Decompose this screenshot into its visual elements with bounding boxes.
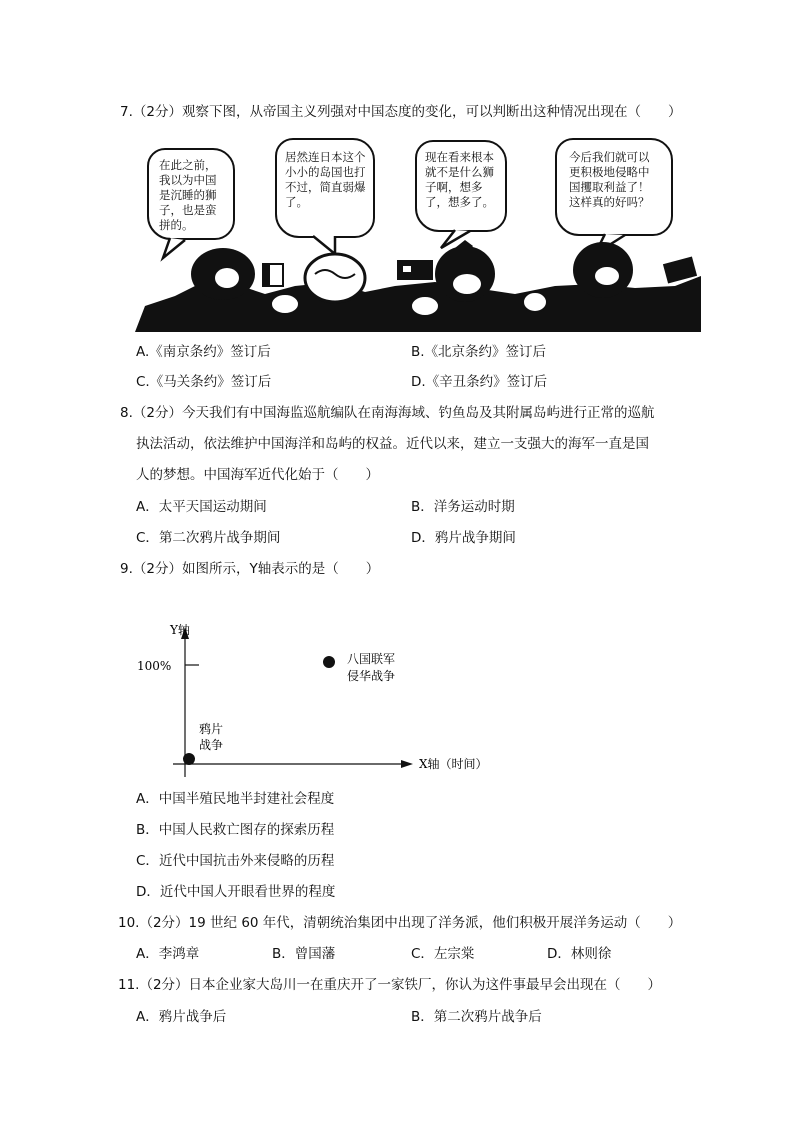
bubble-4-line: 国攫取利益了！ xyxy=(569,180,650,194)
option-label: C． xyxy=(136,853,159,869)
option-text: 中国半殖民地半封建社会程度 xyxy=(158,791,335,807)
question-7-stem: 7.（2分）观察下图，从帝国主义列强对中国态度的变化，可以判断出这种情况出现在（ ） xyxy=(120,104,682,120)
bubble-2-line: 了。 xyxy=(285,195,308,209)
option-text: 鸦片战争后 xyxy=(158,1009,227,1025)
question-8-stem-line-3: 人的梦想。中国海军近代化始于（ ） xyxy=(136,467,379,483)
bubble-3-line: 子啊，想多 xyxy=(425,180,483,194)
bubble-3-line: 就不是什么狮 xyxy=(425,165,494,179)
option-text: 左宗棠 xyxy=(433,946,475,962)
option-text: 曾国藩 xyxy=(294,946,336,962)
option-label: C. xyxy=(136,374,150,390)
question-8-stem-line-1: 8.（2分）今天我们有中国海监巡航编队在南海海域、钓鱼岛及其附属岛屿进行正常的巡航 xyxy=(120,405,655,421)
option-label: B． xyxy=(136,822,159,838)
option-label: C． xyxy=(411,946,434,962)
q9-option-d[interactable] xyxy=(136,883,335,901)
q10-option-d[interactable] xyxy=(547,945,611,963)
q7-option-b[interactable] xyxy=(411,343,546,361)
cartoon-figures-illustration xyxy=(135,136,701,332)
q10-option-b[interactable] xyxy=(272,945,335,963)
question-10-stem: 10.（2分）19 世纪 60 年代，清朝统治集团中出现了洋务派，他们积极开展洋务运动（ ） xyxy=(118,915,682,931)
option-text: 《南京条约》签订后 xyxy=(149,344,271,360)
q9-option-a[interactable] xyxy=(136,790,334,808)
point-low-label-1: 鸦片 xyxy=(199,722,224,736)
option-text: 近代中国抗击外来侵略的历程 xyxy=(158,853,335,869)
y-tick-100: 100% xyxy=(137,659,172,673)
q9-option-b[interactable] xyxy=(136,821,334,839)
option-text: 第二次鸦片战争后 xyxy=(433,1009,542,1025)
bubble-2-line: 不过，简直弱爆 xyxy=(285,180,366,194)
bubble-1-line: 拼的。 xyxy=(159,218,194,232)
q8-option-d[interactable] xyxy=(411,529,516,547)
option-label: A． xyxy=(136,791,159,807)
bubble-2-line: 居然连日本这个 xyxy=(285,150,366,164)
option-label: A． xyxy=(136,946,159,962)
bubble-4-line: 今后我们就可以 xyxy=(569,150,650,164)
bubble-2-line: 小小的岛国也打 xyxy=(285,165,366,179)
option-label: D． xyxy=(411,530,435,546)
bubble-1-line: 是沉睡的狮 xyxy=(159,188,217,202)
x-axis-label: X轴（时间） xyxy=(419,757,488,771)
q10-option-a[interactable] xyxy=(136,945,199,963)
option-text: 第二次鸦片战争期间 xyxy=(158,530,281,546)
option-text: 洋务运动时期 xyxy=(433,499,515,515)
option-label: C． xyxy=(136,530,159,546)
x-axis-arrow-icon xyxy=(401,760,413,768)
option-text: 太平天国运动期间 xyxy=(158,499,267,515)
option-label: D． xyxy=(136,884,160,900)
question-8-stem-line-2: 执法活动，依法维护中国海洋和岛屿的权益。近代以来，建立一支强大的海军一直是国 xyxy=(136,436,649,452)
option-text: 《马关条约》签订后 xyxy=(149,374,272,390)
question-11-stem: 11.（2分）日本企业家大岛川一在重庆开了一家铁厂，你认为这件事最早会出现在（ ） xyxy=(118,977,662,993)
option-label: B． xyxy=(411,499,434,515)
bubble-4-line: 这样真的好吗？ xyxy=(569,195,650,209)
y-axis-label: Y轴 xyxy=(170,623,190,637)
q7-option-a[interactable] xyxy=(136,343,271,361)
option-label: B． xyxy=(272,946,295,962)
bubble-1-line: 我以为中国 xyxy=(159,173,217,187)
option-text: 中国人民救亡图存的探索历程 xyxy=(158,822,335,838)
bubble-1-line: 子，也是蛮 xyxy=(159,203,217,217)
question-9-stem: 9.（2分）如图所示，Y轴表示的是（ ） xyxy=(120,561,380,577)
option-label: B. xyxy=(411,344,425,360)
option-label: D． xyxy=(547,946,571,962)
option-text: 林则徐 xyxy=(570,946,612,962)
option-label: D. xyxy=(411,374,426,390)
q10-option-c[interactable] xyxy=(411,945,474,963)
point-opium-war xyxy=(183,753,195,765)
bubble-1-line: 在此之前， xyxy=(159,158,217,172)
option-text: 《北京条约》签订后 xyxy=(424,344,547,360)
point-high-label-2: 侵华战争 xyxy=(347,669,396,683)
q8-option-c[interactable] xyxy=(136,529,280,547)
bubble-3-line: 现在看来根本 xyxy=(425,150,494,164)
bubble-3-line: 了，想多了。 xyxy=(425,195,494,209)
q7-option-d[interactable] xyxy=(411,373,547,391)
bubble-4-line: 更积极地侵略中 xyxy=(569,165,650,179)
q11-option-b[interactable] xyxy=(411,1008,542,1026)
option-text: 鸦片战争期间 xyxy=(434,530,516,546)
q8-option-b[interactable] xyxy=(411,498,515,516)
point-high-label-1: 八国联军 xyxy=(347,652,396,666)
point-low-label-2: 战争 xyxy=(199,738,224,752)
option-label: B． xyxy=(411,1009,434,1025)
point-eight-nation-alliance xyxy=(323,656,335,668)
option-label: A． xyxy=(136,1009,159,1025)
question-7-cartoon xyxy=(135,136,701,332)
q8-option-a[interactable] xyxy=(136,498,267,516)
option-label: A． xyxy=(136,499,159,515)
option-text: 近代中国人开眼看世界的程度 xyxy=(159,884,336,900)
question-9-graph xyxy=(125,615,495,780)
q11-option-a[interactable] xyxy=(136,1008,226,1026)
option-text: 李鸿章 xyxy=(158,946,200,962)
option-label: A. xyxy=(136,344,150,360)
q9-option-c[interactable] xyxy=(136,852,334,870)
option-text: 《辛丑条约》签订后 xyxy=(425,374,548,390)
q7-option-c[interactable] xyxy=(136,373,271,391)
